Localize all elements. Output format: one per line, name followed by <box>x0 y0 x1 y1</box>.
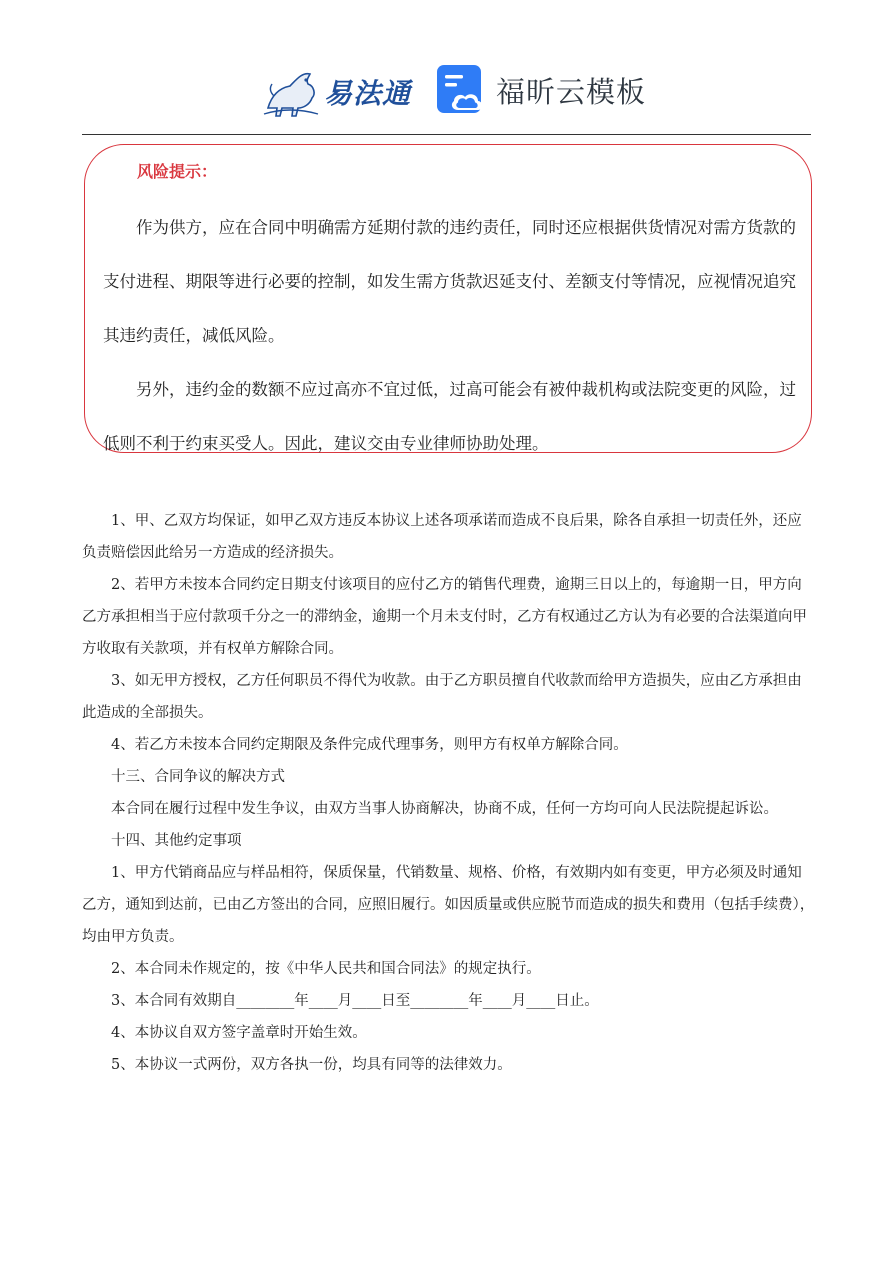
brand-fuxin-name: 福昕云模板 <box>496 74 647 109</box>
clause-paragraph: 2、本合同未作规定的，按《中华人民共和国合同法》的规定执行。 <box>111 961 541 977</box>
contract-body <box>82 505 816 1081</box>
clause-paragraph: 1、甲方代销商品应与样品相符，保质保量，代销数量、规格、价格，有效期内如有变更，甲方必须及时通知乙方，通知到达前，已由乙方签出的合同，应照旧履行。如因质量或供应脱节而造成的损失和费用（包括手续费），均由甲方负责。 <box>82 865 815 945</box>
risk-title: 风险提示： <box>137 162 218 181</box>
risk-warning-box <box>84 144 812 453</box>
header-divider <box>82 134 811 135</box>
risk-paragraph: 作为供方，应在合同中明确需方延期付款的违约责任，同时还应根据供货情况对需方货款的支付进程、期限等进行必要的控制，如发生需方货款迟延支付、差额支付等情况，应视情况追究其违约责任，减低风险。 <box>103 218 796 345</box>
brand-yifatong-name: 易法通 <box>324 77 412 110</box>
page-header <box>0 56 893 126</box>
clause-paragraph: 3、如无甲方授权，乙方任何职员不得代为收款。由于乙方职员擅自代收款而给甲方造损失，应由乙方承担由此造成的全部损失。 <box>82 673 802 721</box>
qilin-logo-icon <box>262 64 320 120</box>
clause-paragraph: 1、甲、乙双方均保证，如甲乙双方违反本协议上述各项承诺而造成不良后果，除各自承担一切责任外，还应负责赔偿因此给另一方造成的经济损失。 <box>82 513 802 561</box>
clause-paragraph: 本合同在履行过程中发生争议，由双方当事人协商解决，协商不成，任何一方均可向人民法院提起诉讼。 <box>111 801 778 817</box>
clause-paragraph: 5、本协议一式两份，双方各执一份，均具有同等的法律效力。 <box>111 1057 512 1073</box>
clause-paragraph: 4、本协议自双方签字盖章时开始生效。 <box>111 1025 367 1041</box>
risk-paragraph: 另外，违约金的数额不应过高亦不宜过低，过高可能会有被仲裁机构或法院变更的风险，过低则不利于约束买受人。因此，建议交由专业律师协助处理。 <box>103 380 796 453</box>
section-heading: 十三、合同争议的解决方式 <box>111 769 285 785</box>
clause-paragraph: 4、若乙方未按本合同约定期限及条件完成代理事务，则甲方有权单方解除合同。 <box>111 737 628 753</box>
clause-paragraph: 3、本合同有效期自________年____月____日至________年____月____日止。 <box>111 993 599 1009</box>
brand-yifatong <box>262 62 411 122</box>
section-heading: 十四、其他约定事项 <box>111 833 242 849</box>
brand-fuxin <box>436 64 646 116</box>
risk-content <box>103 201 801 471</box>
clause-paragraph: 2、若甲方未按本合同约定日期支付该项目的应付乙方的销售代理费，逾期三日以上的，每逾期一日，甲方向乙方承担相当于应付款项千分之一的滞纳金，逾期一个月未支付时，乙方有权通过乙方认为有必要的合法渠道向甲方收取有关款项，并有权单方解除合同。 <box>82 577 807 657</box>
cloud-document-icon <box>436 64 488 116</box>
